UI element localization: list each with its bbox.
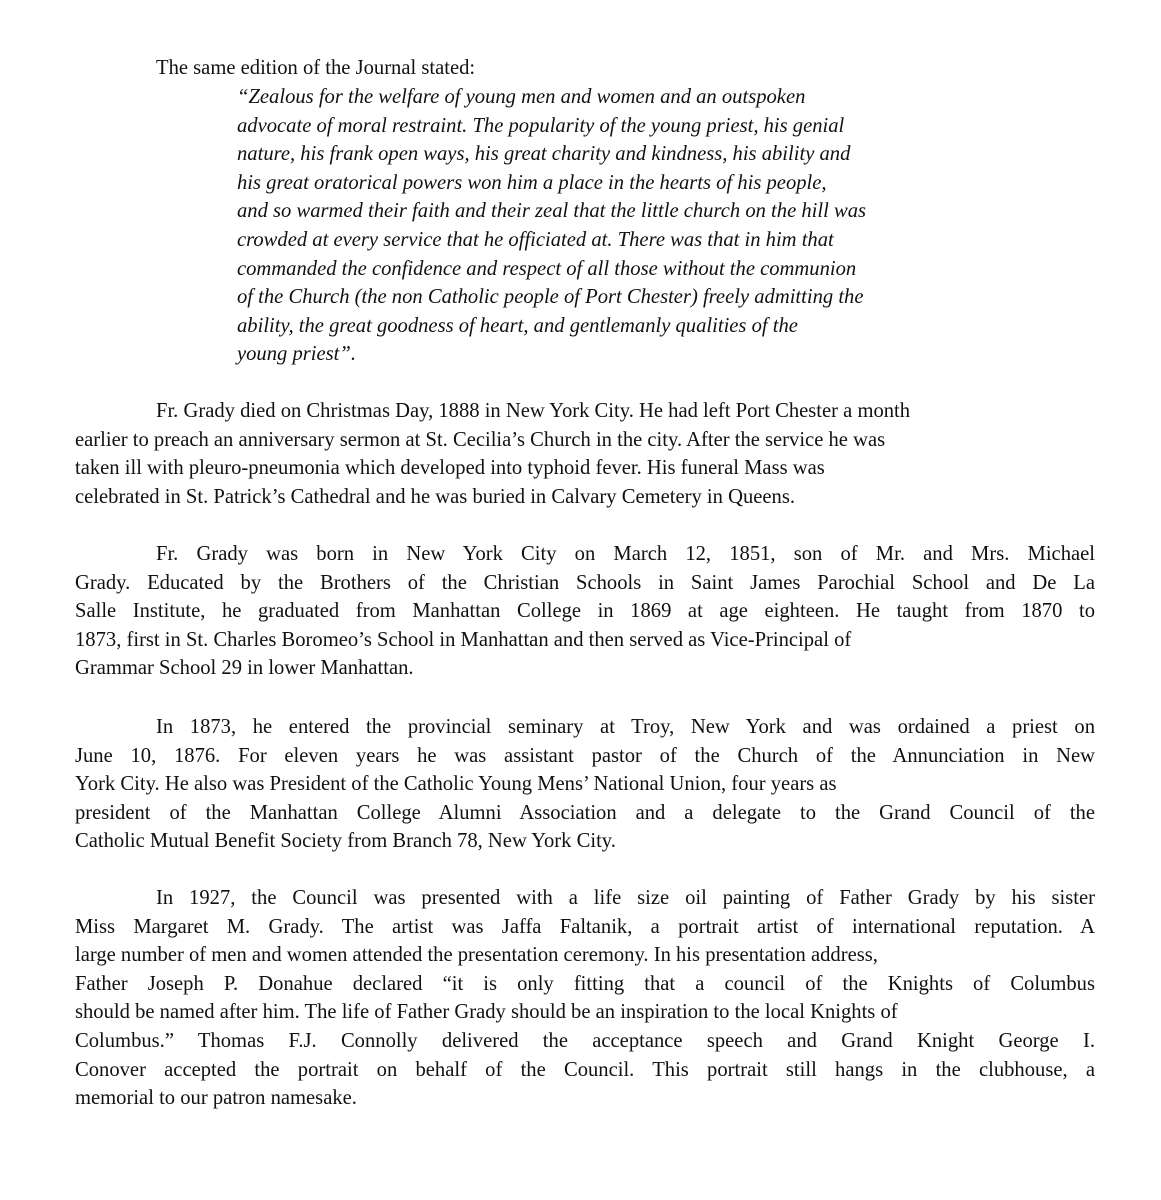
quote-line: advocate of moral restraint. The popularity of the young priest, his genial (237, 114, 845, 137)
paragraph-line: In 1927, the Council was presented with a life size oil painting of Father Grady by his sister (156, 887, 1095, 909)
paragraph-line: Salle Institute, he graduated from Manhattan College in 1869 at age eighteen. He taught from 1870 to (75, 600, 1095, 623)
paragraph-seminary (75, 713, 1095, 856)
quote-line: young priest”. (237, 343, 356, 366)
paragraph-line: memorial to our patron namesake. (75, 1087, 357, 1110)
quote-line: commanded the confidence and respect of all those without the communion (237, 257, 857, 280)
paragraph-line: York City. He also was President of the Catholic Young Mens’ National Union, four years as (75, 773, 837, 796)
quote-line: of the Church (the non Catholic people of Port Chester) freely admitting the (237, 286, 864, 309)
journal-quote (237, 83, 1097, 369)
paragraph-line: Fr. Grady was born in New York City on March 12, 1851, son of Mr. and Mrs. Michael (156, 543, 1095, 565)
paragraph-line: Columbus.” Thomas F.J. Connolly delivered the acceptance speech and Grand Knight George I. (75, 1029, 1095, 1052)
quote-line: his great oratorical powers won him a place in the hearts of his people, (237, 171, 827, 194)
paragraph-line: earlier to preach an anniversary sermon at St. Cecilia’s Church in the city. After the service he was (75, 428, 886, 451)
paragraph-line: Grady. Educated by the Brothers of the Christian Schools in Saint James Parochial School and De La (75, 571, 1095, 594)
paragraph-line: large number of men and women attended the presentation ceremony. In his presentation address, (75, 944, 878, 967)
quote-line: nature, his frank open ways, his great charity and kindness, his ability and (237, 143, 851, 166)
paragraph-line: taken ill with pleuro-pneumonia which developed into typhoid fever. His funeral Mass was (75, 457, 825, 480)
paragraph-line: June 10, 1876. For eleven years he was assistant pastor of the Church of the Annunciation in New (75, 744, 1095, 767)
paragraph-line: Miss Margaret M. Grady. The artist was Jaffa Faltanik, a portrait artist of international reputation. A (75, 915, 1095, 938)
paragraph-line: president of the Manhattan College Alumni Association and a delegate to the Grand Council of the (75, 801, 1095, 824)
paragraph-birth (75, 540, 1095, 683)
paragraph-line: Fr. Grady died on Christmas Day, 1888 in New York City. He had left Port Chester a month (156, 400, 911, 422)
paragraph-line: should be named after him. The life of Father Grady should be an inspiration to the local Knights of (75, 1001, 898, 1024)
paragraph-line: In 1873, he entered the provincial seminary at Troy, New York and was ordained a priest on (156, 716, 1095, 738)
quote-line: “Zealous for the welfare of young men and women and an outspoken (237, 86, 806, 108)
quote-line: crowded at every service that he officiated at. There was that in him that (237, 228, 834, 251)
paragraph-death (75, 397, 1095, 511)
quote-line: and so warmed their faith and their zeal that the little church on the hill was (237, 200, 867, 223)
paragraph-line: Grammar School 29 in lower Manhattan. (75, 657, 414, 680)
paragraph-portrait (75, 884, 1095, 1113)
quote-line: ability, the great goodness of heart, and gentlemanly qualities of the (237, 314, 798, 337)
paragraph-line: 1873, first in St. Charles Boromeo’s School in Manhattan and then served as Vice-Principal of (75, 628, 852, 651)
intro-line: The same edition of the Journal stated: (156, 57, 476, 79)
paragraph-line: Conover accepted the portrait on behalf of the Council. This portrait still hangs in the clubhouse, a (75, 1058, 1095, 1081)
paragraph-line: Catholic Mutual Benefit Society from Branch 78, New York City. (75, 830, 616, 853)
paragraph-line: celebrated in St. Patrick’s Cathedral and he was buried in Calvary Cemetery in Queens. (75, 485, 795, 508)
paragraph-line: Father Joseph P. Donahue declared “it is only fitting that a council of the Knights of Columbus (75, 972, 1095, 995)
